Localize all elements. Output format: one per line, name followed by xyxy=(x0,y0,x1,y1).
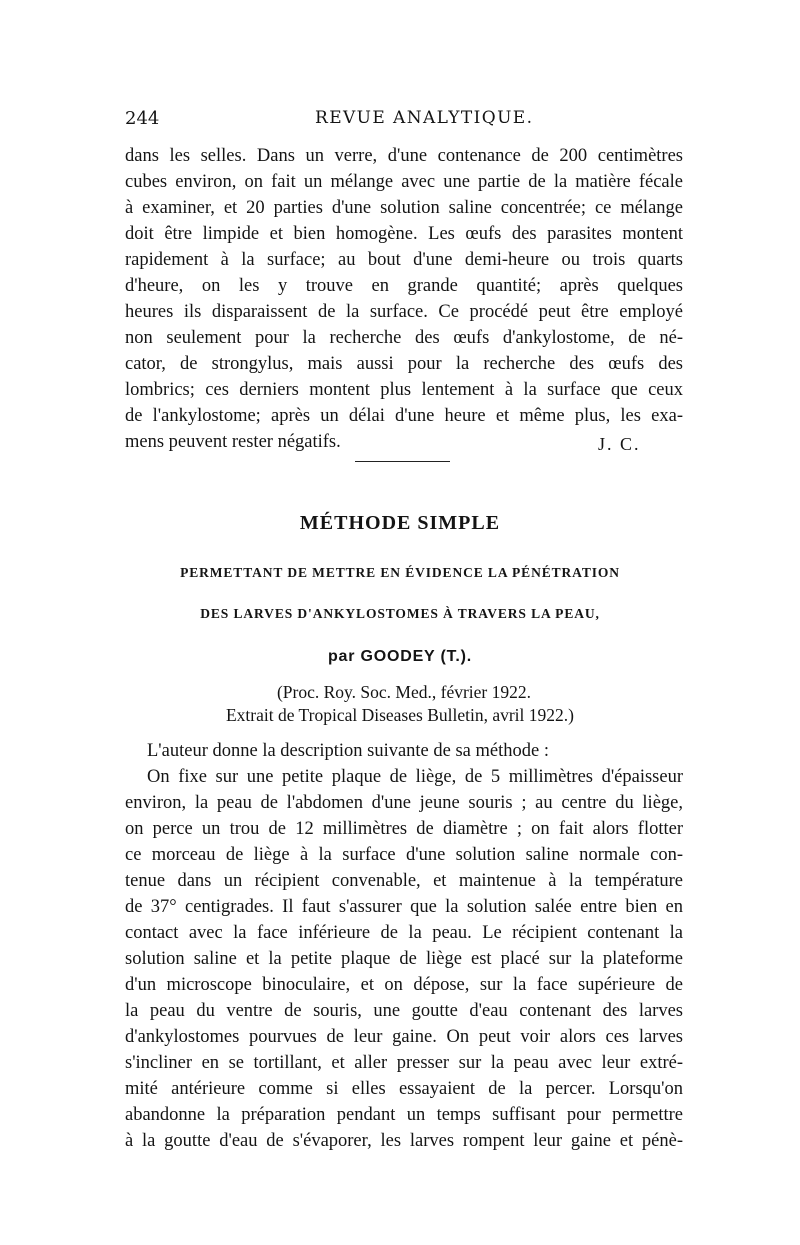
text-line: On fixe sur une petite plaque de liège, de 5 millimètres d'épaisseur xyxy=(147,767,683,787)
text-line: s'incliner en se tortillant, et aller presser sur la peau avec leur extré- xyxy=(125,1053,683,1073)
text-line: L'auteur donne la description suivante de sa méthode : xyxy=(147,741,549,761)
text-line: rapidement à la surface; au bout d'une demi-heure ou trois quarts xyxy=(125,250,683,270)
text-line: on perce un trou de 12 millimètres de diamètre ; on fait alors flotter xyxy=(125,819,683,839)
previous-article-text xyxy=(125,143,683,455)
text-line: environ, la peau de l'abdomen d'une jeune souris ; au centre du liège, xyxy=(125,793,683,813)
text-line: contact avec la face inférieure de la peau. Le récipient contenant la xyxy=(125,923,683,943)
text-line: dans les selles. Dans un verre, d'une contenance de 200 centimètres xyxy=(125,146,683,166)
article-author: par GOODEY (T.). xyxy=(327,648,473,665)
text-line: d'ankylostomes pourvues de leur gaine. On peut voir alors ces larves xyxy=(125,1027,683,1047)
text-line: lombrics; ces derniers montent plus lentement à la surface que ceux xyxy=(125,380,683,400)
text-line: non seulement pour la recherche des œufs d'ankylostome, de né- xyxy=(125,328,683,348)
text-line: d'heure, on les y trouve en grande quantité; après quelques xyxy=(125,276,683,296)
author-signature: J. C. xyxy=(598,434,641,454)
text-line: de 37° centigrades. Il faut s'assurer que la solution salée entre bien en xyxy=(125,897,683,917)
source-citation-line-1: (Proc. Roy. Soc. Med., février 1922. xyxy=(276,682,532,702)
text-line: solution saline et la petite plaque de liège est placé sur la plateforme xyxy=(125,949,683,969)
text-line: abandonne la préparation pendant un temps suffisant pour permettre xyxy=(125,1105,683,1125)
text-line: à examiner, et 20 parties d'une solution saline concentrée; ce mélange xyxy=(125,198,683,218)
text-line: de l'ankylostome; après un délai d'une heure et même plus, les exa- xyxy=(125,406,683,426)
page-header xyxy=(125,108,685,132)
article-title: MÉTHODE SIMPLE xyxy=(299,512,501,534)
text-line: la peau du ventre de souris, une goutte d'eau contenant des larves xyxy=(125,1001,683,1021)
text-line: cator, de strongylus, mais aussi pour la recherche des œufs des xyxy=(125,354,683,374)
source-citation-line-2: Extrait de Tropical Diseases Bulletin, avril 1922.) xyxy=(225,705,574,725)
page-number: 244 xyxy=(125,108,160,129)
text-line: tenue dans un récipient convenable, et maintenue à la température xyxy=(125,871,683,891)
article-body-text xyxy=(125,738,683,1154)
text-line: mens peuvent rester négatifs. xyxy=(125,432,341,452)
text-line: d'un microscope binoculaire, et on dépose, sur la face supérieure de xyxy=(125,975,683,995)
text-line: à la goutte d'eau de s'évaporer, les larves rompent leur gaine et pénè- xyxy=(125,1131,683,1151)
text-line: heures ils disparaissent de la surface. Ce procédé peut être employé xyxy=(125,302,683,322)
text-line: cubes environ, on fait un mélange avec une partie de la matière fécale xyxy=(125,172,683,192)
section-divider xyxy=(355,461,450,462)
text-line: mité antérieure comme si elles essayaient de la percer. Lorsqu'on xyxy=(125,1079,683,1099)
article-subtitle-line-2: DES LARVES D'ANKYLOSTOMES À TRAVERS LA PEAU, xyxy=(200,606,600,621)
article-subtitle-line-1: PERMETTANT DE METTRE EN ÉVIDENCE LA PÉNÉTRATION xyxy=(180,565,620,580)
text-line: ce morceau de liège à la surface d'une solution saline normale con- xyxy=(125,845,683,865)
text-line: doit être limpide et bien homogène. Les œufs des parasites montent xyxy=(125,224,683,244)
running-title: REVUE ANALYTIQUE. xyxy=(315,108,534,128)
